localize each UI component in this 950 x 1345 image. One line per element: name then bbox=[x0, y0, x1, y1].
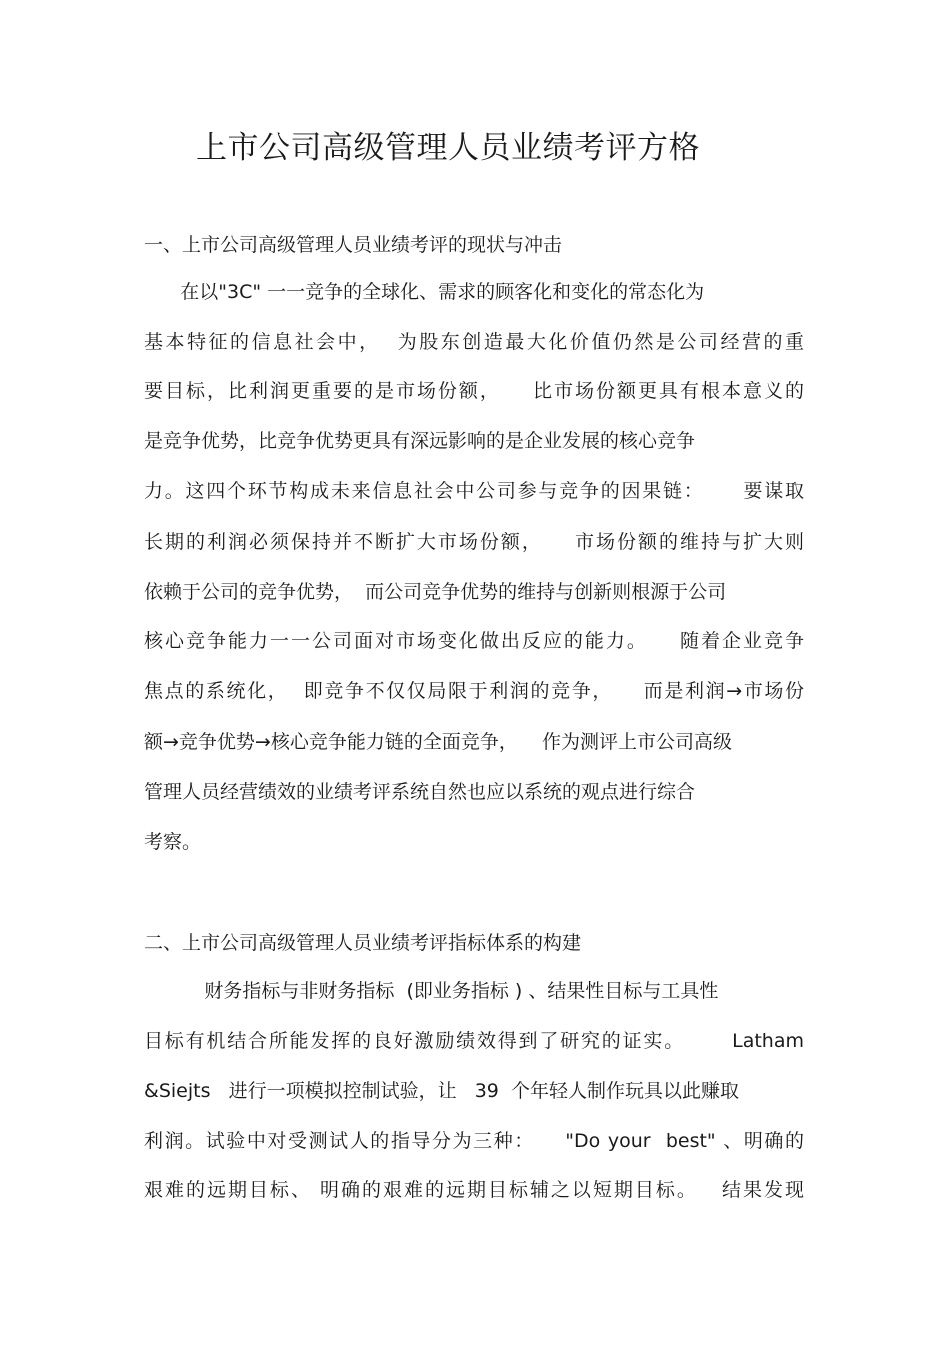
section-2-heading: 二、上市公司高级管理人员业绩考评指标体系的构建 bbox=[144, 932, 582, 954]
paragraph-line: 利润。试验中对受测试人的指导分为三种： "Do your best" 、明确的 bbox=[144, 1130, 804, 1152]
paragraph-line: 目标有机结合所能发挥的良好激励绩效得到了研究的证实。 Latham bbox=[144, 1030, 804, 1052]
paragraph-line: 焦点的系统化， 即竞争不仅仅局限于利润的竞争， 而是利润→市场份 bbox=[144, 680, 804, 702]
paragraph-line: 依赖于公司的竞争优势， 而公司竞争优势的维持与创新则根源于公司 bbox=[144, 581, 727, 603]
paragraph-line: 管理人员经营绩效的业绩考评系统自然也应以系统的观点进行综合 bbox=[144, 781, 696, 803]
document-title: 上市公司高级管理人员业绩考评方格 bbox=[196, 130, 700, 166]
paragraph-line: 基本特征的信息社会中， 为股东创造最大化价值仍然是公司经营的重 bbox=[144, 331, 804, 353]
paragraph-line: 艰难的远期目标、 明确的艰难的远期目标辅之以短期目标。 结果发现 bbox=[144, 1179, 804, 1201]
paragraph-line: 财务指标与非财务指标 (即业务指标 ) 、结果性目标与工具性 bbox=[144, 980, 719, 1002]
paragraph-line: 要目标，比利润更重要的是市场份额， 比市场份额更具有根本意义的 bbox=[144, 380, 804, 402]
paragraph-line: 核心竞争能力一一公司面对市场变化做出反应的能力。 随着企业竞争 bbox=[144, 630, 804, 652]
paragraph-line: 长期的利润必须保持并不断扩大市场份额， 市场份额的维持与扩大则 bbox=[144, 531, 804, 553]
paragraph-line: 考察。 bbox=[144, 831, 202, 853]
paragraph-line: 是竞争优势，比竞争优势更具有深远影响的是企业发展的核心竞争 bbox=[144, 430, 696, 452]
paragraph-line: 在以"3C" 一一竞争的全球化、需求的顾客化和变化的常态化为 bbox=[144, 281, 705, 303]
paragraph-line: &Siejts 进行一项模拟控制试验，让 39 个年轻人制作玩具以此赚取 bbox=[144, 1080, 739, 1102]
paragraph-line: 力。这四个环节构成未来信息社会中公司参与竞争的因果链： 要谋取 bbox=[144, 480, 804, 502]
paragraph-line: 额→竞争优势→核心竞争能力链的全面竞争， 作为测评上市公司高级 bbox=[144, 731, 732, 753]
section-1-heading: 一、上市公司高级管理人员业绩考评的现状与冲击 bbox=[144, 234, 563, 256]
